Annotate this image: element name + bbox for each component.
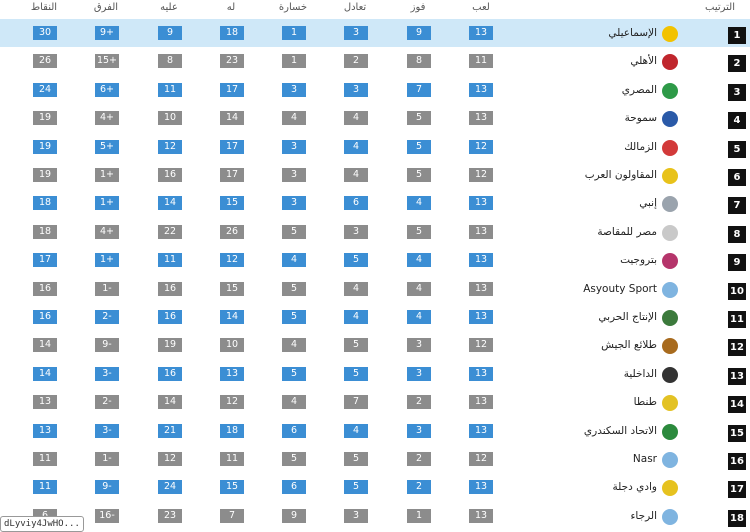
stat-drawn: 5 [344, 480, 368, 494]
team-logo-icon [662, 480, 678, 496]
stat-diff: 2- [95, 395, 119, 409]
stat-won: 5 [407, 225, 431, 239]
table-row[interactable] [0, 388, 750, 416]
team-logo-icon [662, 253, 678, 269]
rank-badge: 16 [728, 453, 746, 470]
stat-points: 16 [33, 282, 57, 296]
rank-badge: 10 [728, 283, 746, 300]
table-row[interactable] [0, 246, 750, 274]
stat-against: 12 [158, 140, 182, 154]
rank-badge: 15 [728, 425, 746, 442]
stat-against: 12 [158, 452, 182, 466]
rank-badge: 8 [728, 226, 746, 243]
stat-points: 18 [33, 196, 57, 210]
stat-won: 9 [407, 26, 431, 40]
stat-lost: 3 [282, 140, 306, 154]
stat-for: 12 [220, 253, 244, 267]
stat-against: 10 [158, 111, 182, 125]
team-logo-icon [662, 367, 678, 383]
header-drawn: تعادل [343, 2, 367, 13]
stat-for: 14 [220, 111, 244, 125]
stat-won: 2 [407, 480, 431, 494]
stat-drawn: 4 [344, 424, 368, 438]
stat-won: 4 [407, 310, 431, 324]
stat-against: 9 [158, 26, 182, 40]
stat-drawn: 4 [344, 168, 368, 182]
stat-against: 24 [158, 480, 182, 494]
stat-for: 13 [220, 367, 244, 381]
stat-won: 2 [407, 395, 431, 409]
stat-played: 13 [469, 310, 493, 324]
stat-drawn: 4 [344, 140, 368, 154]
stat-against: 16 [158, 367, 182, 381]
stat-played: 12 [469, 140, 493, 154]
stat-against: 23 [158, 509, 182, 523]
stat-points: 16 [33, 310, 57, 324]
stat-played: 12 [469, 168, 493, 182]
team-logo-icon [662, 140, 678, 156]
stat-points: 19 [33, 168, 57, 182]
team-logo-icon [662, 83, 678, 99]
stat-drawn: 5 [344, 452, 368, 466]
stat-diff: 16- [95, 509, 119, 523]
stat-won: 4 [407, 253, 431, 267]
stat-against: 16 [158, 168, 182, 182]
stat-diff: 1+ [95, 196, 119, 210]
stat-against: 11 [158, 253, 182, 267]
stat-for: 18 [220, 424, 244, 438]
rank-badge: 12 [728, 339, 746, 356]
header-diff: الفرق [93, 2, 119, 13]
team-logo-icon [662, 26, 678, 42]
team-name[interactable]: مصر للمقاصة [597, 225, 657, 238]
team-logo-icon [662, 424, 678, 440]
stat-lost: 5 [282, 282, 306, 296]
stat-lost: 4 [282, 111, 306, 125]
team-logo-icon [662, 168, 678, 184]
team-name[interactable]: إنبي [639, 197, 657, 210]
team-logo-icon [662, 338, 678, 354]
rank-badge: 5 [728, 141, 746, 158]
stat-lost: 6 [282, 480, 306, 494]
stat-lost: 5 [282, 310, 306, 324]
team-logo-icon [662, 310, 678, 326]
stat-drawn: 7 [344, 395, 368, 409]
stat-diff: 9+ [95, 26, 119, 40]
stat-drawn: 3 [344, 509, 368, 523]
stat-diff: 1+ [95, 253, 119, 267]
stat-drawn: 5 [344, 367, 368, 381]
rank-badge: 1 [728, 27, 746, 44]
stat-won: 3 [407, 338, 431, 352]
stat-for: 18 [220, 26, 244, 40]
stat-lost: 9 [282, 509, 306, 523]
stat-diff: 3- [95, 367, 119, 381]
team-name[interactable]: بتروجيت [620, 254, 657, 267]
stat-against: 14 [158, 395, 182, 409]
team-logo-icon [662, 509, 678, 525]
stat-diff: 9- [95, 338, 119, 352]
stat-for: 17 [220, 168, 244, 182]
stat-played: 13 [469, 424, 493, 438]
team-logo-icon [662, 282, 678, 298]
stat-diff: 1+ [95, 168, 119, 182]
stat-lost: 4 [282, 395, 306, 409]
stat-diff: 15+ [96, 55, 118, 67]
stat-played: 12 [469, 338, 493, 352]
stat-against: 8 [158, 54, 182, 68]
stat-played: 13 [469, 480, 493, 494]
stat-diff: 2- [95, 310, 119, 324]
table-row[interactable] [0, 331, 750, 359]
rank-badge: 6 [728, 169, 746, 186]
stat-for: 14 [220, 310, 244, 324]
table-row[interactable] [0, 218, 750, 246]
stat-against: 21 [158, 424, 182, 438]
stat-points: 24 [33, 83, 57, 97]
stat-diff: 3- [95, 424, 119, 438]
stat-played: 13 [469, 367, 493, 381]
stat-for: 12 [220, 395, 244, 409]
stat-played: 13 [469, 282, 493, 296]
stat-for: 15 [220, 480, 244, 494]
header-rank: الترتيب [705, 2, 735, 13]
team-name[interactable]: الرجاء [630, 509, 657, 522]
rank-badge: 14 [728, 396, 746, 413]
stat-won: 5 [407, 168, 431, 182]
table-row[interactable] [0, 19, 750, 47]
stat-diff: 1- [95, 282, 119, 296]
stat-diff: 4+ [95, 111, 119, 125]
rank-badge: 13 [728, 368, 746, 385]
table-row[interactable] [0, 417, 750, 445]
stat-drawn: 5 [344, 253, 368, 267]
stat-points: 18 [33, 225, 57, 239]
stat-drawn: 4 [344, 282, 368, 296]
team-name[interactable]: Asyouty Sport [583, 282, 657, 295]
team-name[interactable]: طلائع الجيش [601, 339, 657, 352]
table-row[interactable] [0, 502, 750, 530]
stat-lost: 1 [282, 54, 306, 68]
stat-against: 16 [158, 282, 182, 296]
stat-drawn: 3 [344, 83, 368, 97]
stat-against: 19 [158, 338, 182, 352]
table-row[interactable] [0, 133, 750, 161]
team-name[interactable]: الأهلي [630, 55, 657, 68]
stat-diff: 9- [95, 480, 119, 494]
stat-diff: 1- [95, 452, 119, 466]
header-lost: خسارة [278, 2, 308, 13]
stat-drawn: 3 [344, 26, 368, 40]
stat-drawn: 5 [344, 338, 368, 352]
team-name[interactable]: المصري [621, 83, 657, 96]
team-name[interactable]: الداخلية [623, 367, 657, 380]
stat-won: 7 [407, 83, 431, 97]
stat-played: 11 [469, 54, 493, 68]
stat-points: 11 [33, 452, 57, 466]
stat-against: 14 [158, 196, 182, 210]
stat-played: 12 [469, 452, 493, 466]
stat-won: 2 [407, 452, 431, 466]
table-row[interactable] [0, 360, 750, 388]
team-name[interactable]: المقاولون العرب [584, 169, 657, 181]
stat-won: 8 [407, 54, 431, 68]
stat-points: 13 [33, 424, 57, 438]
stat-points: 26 [33, 54, 57, 68]
stat-for: 15 [220, 282, 244, 296]
table-row[interactable] [0, 189, 750, 217]
stat-lost: 5 [282, 452, 306, 466]
stat-won: 4 [407, 282, 431, 296]
stat-won: 5 [407, 140, 431, 154]
status-tooltip: dLyviy4JwHO... [0, 516, 84, 532]
team-name[interactable]: سموحة [624, 112, 657, 125]
team-logo-icon [662, 452, 678, 468]
team-name[interactable]: وادي دجلة [612, 481, 657, 494]
header-won: فوز [410, 2, 426, 13]
table-header [0, 0, 750, 18]
stat-against: 22 [158, 225, 182, 239]
table-row[interactable] [0, 47, 750, 75]
team-name[interactable]: الاتحاد السكندري [583, 424, 657, 437]
rank-badge: 11 [728, 311, 746, 328]
stat-for: 17 [220, 140, 244, 154]
stat-lost: 4 [282, 253, 306, 267]
stat-drawn: 4 [344, 310, 368, 324]
table-row[interactable] [0, 473, 750, 501]
stat-for: 11 [220, 452, 244, 466]
stat-against: 11 [158, 83, 182, 97]
rank-badge: 9 [728, 254, 746, 271]
team-logo-icon [662, 225, 678, 241]
stat-won: 1 [407, 509, 431, 523]
table-row[interactable] [0, 76, 750, 104]
stat-lost: 5 [282, 225, 306, 239]
table-row[interactable] [0, 303, 750, 331]
header-for: له [226, 2, 236, 13]
stat-lost: 3 [282, 83, 306, 97]
team-name[interactable]: الإسماعيلي [608, 27, 657, 39]
stat-played: 13 [469, 83, 493, 97]
rank-badge: 2 [728, 55, 746, 72]
stat-points: 19 [33, 111, 57, 125]
table-row[interactable] [0, 275, 750, 303]
stat-played: 13 [469, 26, 493, 40]
stat-won: 3 [407, 367, 431, 381]
stat-lost: 4 [282, 338, 306, 352]
stat-won: 5 [407, 111, 431, 125]
rank-badge: 7 [728, 197, 746, 214]
stat-lost: 6 [282, 424, 306, 438]
stat-diff: 5+ [95, 140, 119, 154]
stat-points: 17 [33, 253, 57, 267]
rank-badge: 4 [728, 112, 746, 129]
stat-for: 26 [220, 225, 244, 239]
stat-points: 14 [33, 367, 57, 381]
stat-points: 19 [33, 140, 57, 154]
team-name[interactable]: الإنتاج الحربي [598, 311, 657, 323]
stat-won: 3 [407, 424, 431, 438]
stat-lost: 3 [282, 196, 306, 210]
team-logo-icon [662, 111, 678, 127]
stat-points: 13 [33, 395, 57, 409]
stat-points: 11 [33, 480, 57, 494]
header-points: النقاط [30, 2, 58, 13]
stat-played: 13 [469, 225, 493, 239]
stat-drawn: 4 [344, 111, 368, 125]
team-logo-icon [662, 54, 678, 70]
stat-points: 14 [33, 338, 57, 352]
stat-played: 13 [469, 196, 493, 210]
table-row[interactable] [0, 445, 750, 473]
header-against: عليه [160, 2, 178, 13]
team-logo-icon [662, 196, 678, 212]
stat-drawn: 3 [344, 225, 368, 239]
stat-won: 4 [407, 196, 431, 210]
header-played: لعب [472, 2, 490, 13]
team-logo-icon [662, 395, 678, 411]
stat-played: 13 [469, 509, 493, 523]
team-name[interactable]: طنطا [633, 396, 657, 409]
stat-for: 23 [220, 54, 244, 68]
table-row[interactable] [0, 104, 750, 132]
stat-drawn: 6 [344, 196, 368, 210]
rank-badge: 3 [728, 84, 746, 101]
stat-points: 30 [33, 26, 57, 40]
stat-against: 16 [158, 310, 182, 324]
team-name[interactable]: Nasr [632, 453, 657, 465]
stat-lost: 3 [282, 168, 306, 182]
team-name[interactable]: الزمالك [624, 140, 657, 153]
stat-for: 10 [220, 338, 244, 352]
stat-diff: 4+ [95, 225, 119, 239]
stat-played: 13 [469, 395, 493, 409]
stat-lost: 1 [282, 26, 306, 40]
stat-lost: 5 [282, 367, 306, 381]
stat-for: 17 [220, 83, 244, 97]
stat-played: 13 [469, 111, 493, 125]
stat-for: 7 [220, 509, 244, 523]
table-row[interactable] [0, 161, 750, 189]
stat-diff: 6+ [95, 83, 119, 97]
stat-played: 13 [469, 253, 493, 267]
rank-badge: 18 [728, 510, 746, 527]
rank-badge: 17 [728, 481, 746, 498]
stat-for: 15 [220, 196, 244, 210]
stat-drawn: 2 [344, 54, 368, 68]
